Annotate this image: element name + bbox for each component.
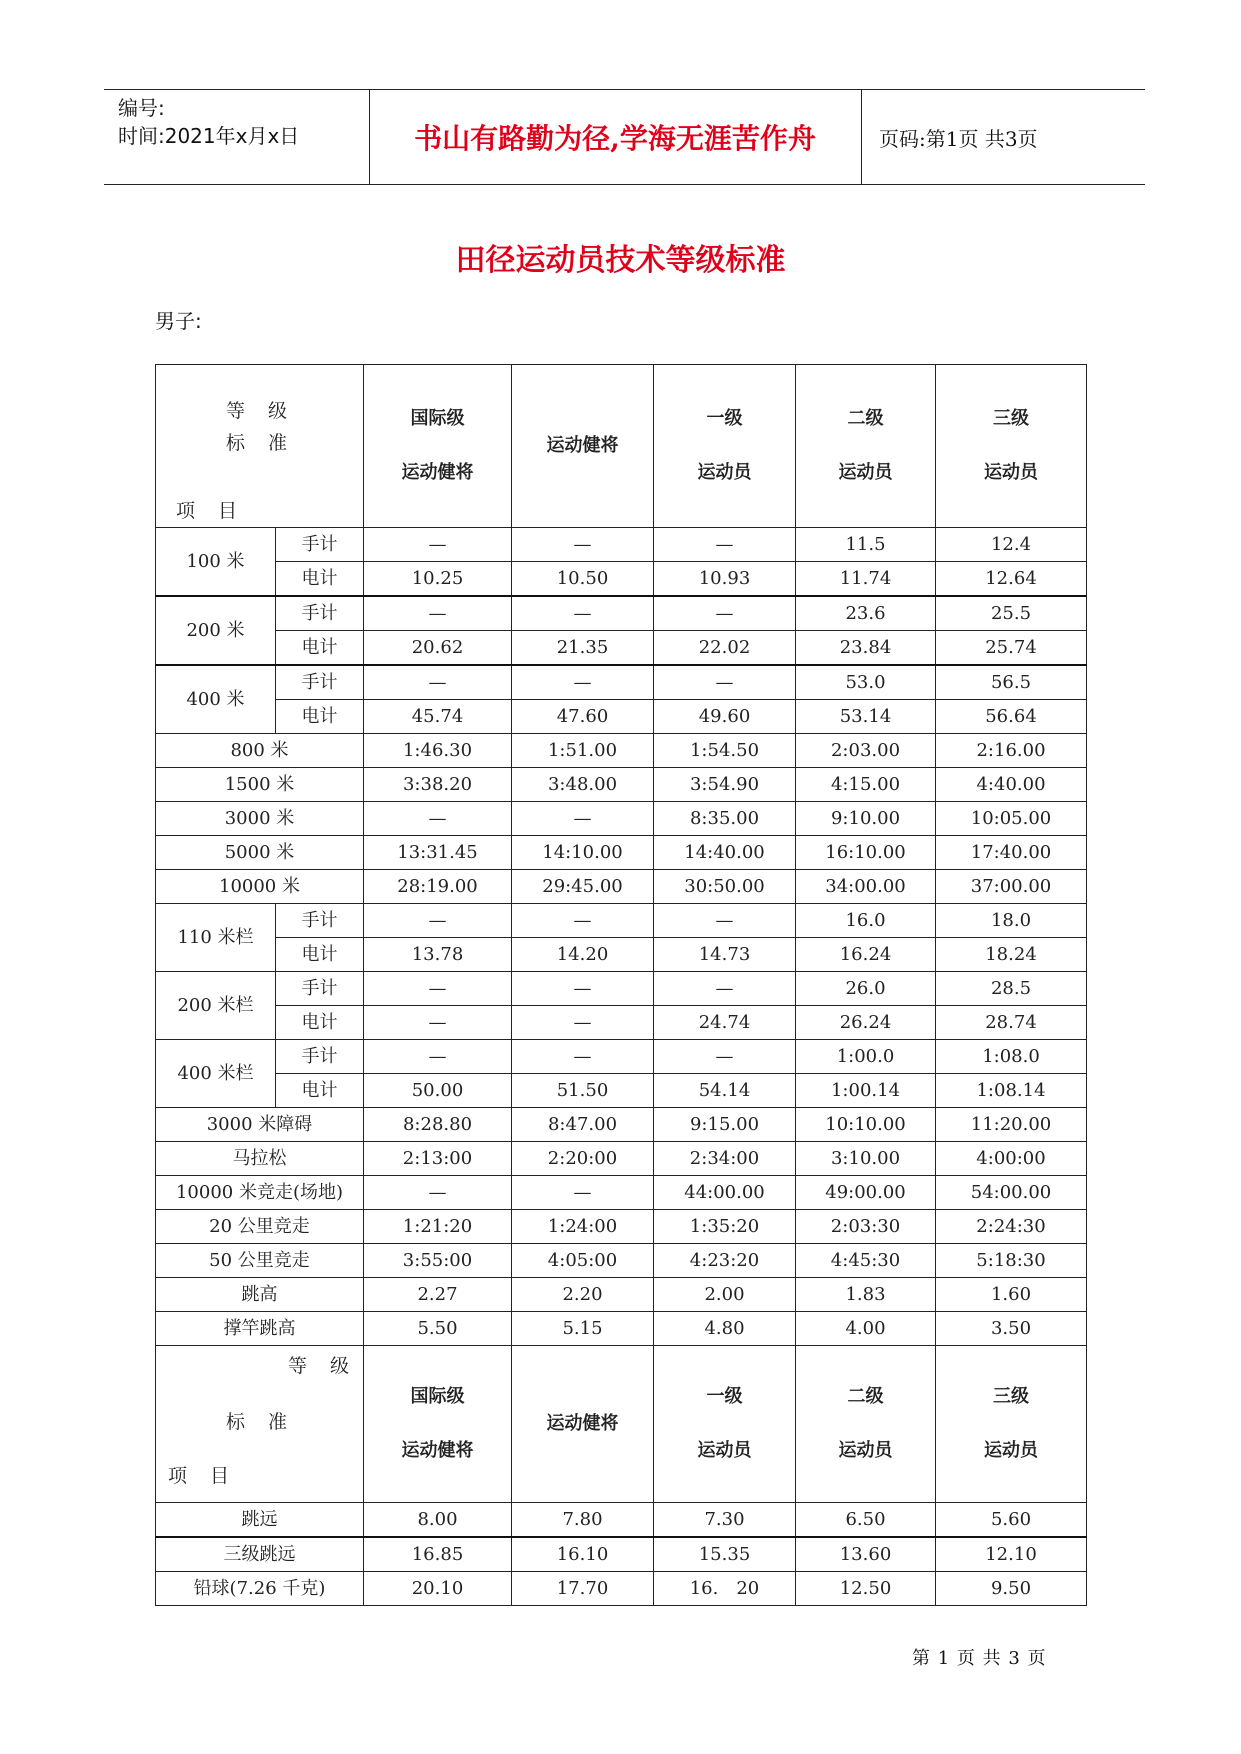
grade-header-line1: 一级 — [706, 1386, 743, 1407]
timing-method-cell: 手计 — [276, 972, 364, 1006]
event-name-cell: 400 米 — [156, 665, 276, 734]
standard-value-cell: 16:10.00 — [796, 836, 936, 870]
standard-value-cell: 20.10 — [364, 1572, 512, 1606]
grade-header-line1: 三级 — [993, 408, 1029, 429]
table-row — [156, 1312, 1087, 1346]
standard-value-cell: 53.0 — [796, 665, 936, 700]
grade-column-header — [654, 365, 796, 528]
standard-value-cell: 11:20.00 — [936, 1108, 1087, 1142]
section-label: 男子: — [155, 309, 202, 333]
standard-value-cell: 3:48.00 — [512, 768, 654, 802]
grade-header-line2: 运动员 — [838, 1440, 893, 1461]
grade-column-header — [936, 1346, 1087, 1503]
header-page-info: 页码:第1页 共3页 — [879, 126, 1038, 151]
standard-value-cell: 24.74 — [654, 1006, 796, 1040]
standard-value-cell: 8:47.00 — [512, 1108, 654, 1142]
grade-column-header — [512, 365, 654, 528]
event-name-cell: 马拉松 — [156, 1142, 364, 1176]
standard-value-cell: 14:10.00 — [512, 836, 654, 870]
event-name-cell: 200 米栏 — [156, 972, 276, 1040]
grade-header-line2: 运动员 — [697, 462, 752, 483]
grade-header-line1: 运动健将 — [546, 435, 619, 456]
event-name-cell: 10000 米竞走(场地) — [156, 1176, 364, 1210]
standard-value-cell: 10.93 — [654, 562, 796, 597]
standard-value-cell: — — [512, 528, 654, 562]
timing-method-cell: 手计 — [276, 1040, 364, 1074]
standard-value-cell: 7.80 — [512, 1503, 654, 1538]
standard-value-cell: 9.50 — [936, 1572, 1087, 1606]
standard-value-cell: 25.74 — [936, 631, 1087, 666]
table-row — [156, 1108, 1087, 1142]
standard-value-cell: — — [364, 802, 512, 836]
table-row — [156, 631, 1087, 666]
standard-value-cell: 1:00.0 — [796, 1040, 936, 1074]
standard-value-cell: 2:34:00 — [654, 1142, 796, 1176]
standard-value-cell: 10.50 — [512, 562, 654, 597]
table-row — [156, 1537, 1087, 1572]
timing-method-cell: 手计 — [276, 904, 364, 938]
corner-grade-label: 等 级 — [226, 400, 290, 422]
document-title: 田径运动员技术等级标准 — [455, 243, 786, 278]
standard-value-cell: 16.85 — [364, 1537, 512, 1572]
standard-value-cell: — — [654, 904, 796, 938]
standard-value-cell: 1:08.14 — [936, 1074, 1087, 1108]
standard-value-cell: 28.5 — [936, 972, 1087, 1006]
event-name-cell: 跳高 — [156, 1278, 364, 1312]
document-header — [104, 89, 1145, 185]
standard-value-cell: — — [512, 665, 654, 700]
standard-value-cell: 2:03:30 — [796, 1210, 936, 1244]
grade-header-line1: 国际级 — [410, 1386, 465, 1407]
event-name-cell: 1500 米 — [156, 768, 364, 802]
standard-value-cell: 22.02 — [654, 631, 796, 666]
standard-value-cell: — — [654, 972, 796, 1006]
standard-value-cell: 1:46.30 — [364, 734, 512, 768]
standard-value-cell: 18.0 — [936, 904, 1087, 938]
corner-item-label: 项 目 — [168, 1465, 232, 1487]
standard-value-cell: 7.30 — [654, 1503, 796, 1538]
standard-value-cell: 4.00 — [796, 1312, 936, 1346]
standard-value-cell: 5.50 — [364, 1312, 512, 1346]
standard-value-cell: 30:50.00 — [654, 870, 796, 904]
standard-value-cell: 2:24:30 — [936, 1210, 1087, 1244]
standard-value-cell: 13.78 — [364, 938, 512, 972]
event-name-cell: 50 公里竞走 — [156, 1244, 364, 1278]
standard-value-cell: 5.60 — [936, 1503, 1087, 1538]
timing-method-cell: 手计 — [276, 528, 364, 562]
standard-value-cell: 14.73 — [654, 938, 796, 972]
standard-value-cell: 54.14 — [654, 1074, 796, 1108]
standard-value-cell: — — [512, 1006, 654, 1040]
table-row — [156, 1074, 1087, 1108]
header-meta — [118, 94, 299, 150]
standard-value-cell: 26.24 — [796, 1006, 936, 1040]
grade-header-line1: 运动健将 — [546, 1413, 619, 1434]
standard-value-cell: 28:19.00 — [364, 870, 512, 904]
standard-value-cell: 49:00.00 — [796, 1176, 936, 1210]
standard-value-cell: 14.20 — [512, 938, 654, 972]
event-name-cell: 撑竿跳高 — [156, 1312, 364, 1346]
standard-value-cell: 4:40.00 — [936, 768, 1087, 802]
standard-value-cell: 34:00.00 — [796, 870, 936, 904]
timing-method-cell: 电计 — [276, 938, 364, 972]
standard-value-cell: 6.50 — [796, 1503, 936, 1538]
standard-value-cell: 2:13:00 — [364, 1142, 512, 1176]
standard-value-cell: 16.10 — [512, 1537, 654, 1572]
standard-value-cell: 4:15.00 — [796, 768, 936, 802]
standard-value-cell: 8.00 — [364, 1503, 512, 1538]
timing-method-cell: 电计 — [276, 631, 364, 666]
table-row — [156, 596, 1087, 631]
standard-value-cell: — — [512, 1040, 654, 1074]
standard-value-cell: 54:00.00 — [936, 1176, 1087, 1210]
standard-value-cell: — — [512, 972, 654, 1006]
standard-value-cell: — — [364, 972, 512, 1006]
standard-value-cell: 3.50 — [936, 1312, 1087, 1346]
grade-header-line2: 运动员 — [697, 1440, 752, 1461]
event-name-cell: 20 公里竞走 — [156, 1210, 364, 1244]
standard-value-cell: 17:40.00 — [936, 836, 1087, 870]
event-name-cell: 10000 米 — [156, 870, 364, 904]
grade-column-header — [654, 1346, 796, 1503]
standard-value-cell: 3:54.90 — [654, 768, 796, 802]
standard-value-cell: 1:51.00 — [512, 734, 654, 768]
standard-value-cell: 2.20 — [512, 1278, 654, 1312]
table-row — [156, 904, 1087, 938]
standard-value-cell: 4.80 — [654, 1312, 796, 1346]
standard-value-cell: 23.6 — [796, 596, 936, 631]
table-row — [156, 1572, 1087, 1606]
table-row — [156, 1142, 1087, 1176]
grade-column-header — [796, 1346, 936, 1503]
standard-value-cell: 4:23:20 — [654, 1244, 796, 1278]
standard-value-cell: 9:15.00 — [654, 1108, 796, 1142]
time-label: 时间:2021年x月x日 — [118, 124, 300, 148]
header-slogan: 书山有路勤为径,学海无涯苦作舟 — [414, 122, 816, 155]
table-row — [156, 768, 1087, 802]
standard-value-cell: — — [364, 904, 512, 938]
table-row — [156, 1040, 1087, 1074]
standard-value-cell: 25.5 — [936, 596, 1087, 631]
standard-value-cell: 23.84 — [796, 631, 936, 666]
standard-value-cell: 10.25 — [364, 562, 512, 597]
standard-value-cell: 4:45:30 — [796, 1244, 936, 1278]
grade-header-line2: 运动健将 — [401, 462, 474, 483]
table-row — [156, 1176, 1087, 1210]
standard-value-cell: 20.62 — [364, 631, 512, 666]
standard-value-cell: 2.00 — [654, 1278, 796, 1312]
standard-value-cell: 4:00:00 — [936, 1142, 1087, 1176]
event-name-cell: 5000 米 — [156, 836, 364, 870]
standard-value-cell: 10:05.00 — [936, 802, 1087, 836]
standard-value-cell: 11.5 — [796, 528, 936, 562]
table-header-row — [156, 1346, 1087, 1503]
standard-value-cell: — — [512, 596, 654, 631]
standard-value-cell: 18.24 — [936, 938, 1087, 972]
table-row — [156, 938, 1087, 972]
standard-value-cell: 9:10.00 — [796, 802, 936, 836]
standard-value-cell: 8:28.80 — [364, 1108, 512, 1142]
event-name-cell: 铅球(7.26 千克) — [156, 1572, 364, 1606]
header-divider — [861, 90, 862, 184]
table-row — [156, 562, 1087, 597]
standard-value-cell: — — [654, 1040, 796, 1074]
corner-standard-label: 标 准 — [226, 1411, 290, 1433]
table-row — [156, 1244, 1087, 1278]
table-row — [156, 870, 1087, 904]
standard-value-cell: 14:40.00 — [654, 836, 796, 870]
standard-value-cell: 51.50 — [512, 1074, 654, 1108]
event-name-cell: 3000 米 — [156, 802, 364, 836]
grade-header-line2: 运动员 — [984, 1440, 1038, 1461]
timing-method-cell: 手计 — [276, 596, 364, 631]
standard-value-cell: — — [512, 904, 654, 938]
standard-value-cell: 5.15 — [512, 1312, 654, 1346]
event-name-cell: 110 米栏 — [156, 904, 276, 972]
event-name-cell: 800 米 — [156, 734, 364, 768]
standard-value-cell: 3:38.20 — [364, 768, 512, 802]
standard-value-cell: 16.24 — [796, 938, 936, 972]
table-row — [156, 1006, 1087, 1040]
standard-value-cell: — — [364, 596, 512, 631]
table-row — [156, 802, 1087, 836]
grade-column-header — [936, 365, 1087, 528]
table-row — [156, 665, 1087, 700]
standard-value-cell: — — [364, 1040, 512, 1074]
serial-label: 编号: — [118, 96, 165, 120]
standard-value-cell: 37:00.00 — [936, 870, 1087, 904]
standard-value-cell: 28.74 — [936, 1006, 1087, 1040]
standard-value-cell: — — [364, 1006, 512, 1040]
standard-value-cell: 50.00 — [364, 1074, 512, 1108]
standard-value-cell: 3:10.00 — [796, 1142, 936, 1176]
event-name-cell: 200 米 — [156, 596, 276, 665]
standard-value-cell: 17.70 — [512, 1572, 654, 1606]
grade-column-header — [512, 1346, 654, 1503]
standard-value-cell: 2.27 — [364, 1278, 512, 1312]
standard-value-cell: — — [654, 528, 796, 562]
event-name-cell: 跳远 — [156, 1503, 364, 1538]
standard-value-cell: 2:03.00 — [796, 734, 936, 768]
standard-value-cell: 8:35.00 — [654, 802, 796, 836]
standard-value-cell: 11.74 — [796, 562, 936, 597]
standard-value-cell: — — [364, 665, 512, 700]
event-name-cell: 3000 米障碍 — [156, 1108, 364, 1142]
table-row — [156, 700, 1087, 734]
standard-value-cell: — — [364, 1176, 512, 1210]
standard-value-cell: 13.60 — [796, 1537, 936, 1572]
standard-value-cell: 1.60 — [936, 1278, 1087, 1312]
event-name-cell: 100 米 — [156, 528, 276, 597]
standard-value-cell: 15.35 — [654, 1537, 796, 1572]
standard-value-cell: 47.60 — [512, 700, 654, 734]
timing-method-cell: 电计 — [276, 700, 364, 734]
standard-value-cell: 1:24:00 — [512, 1210, 654, 1244]
standard-value-cell: 1:54.50 — [654, 734, 796, 768]
standard-value-cell: 2:20:00 — [512, 1142, 654, 1176]
table-row — [156, 1210, 1087, 1244]
corner-standard-label: 标 准 — [226, 432, 290, 454]
standards-table — [155, 364, 1087, 1606]
event-name-cell: 三级跳远 — [156, 1537, 364, 1572]
grade-column-header — [364, 365, 512, 528]
standard-value-cell: — — [364, 528, 512, 562]
standard-value-cell: 5:18:30 — [936, 1244, 1087, 1278]
grade-column-header — [364, 1346, 512, 1503]
standard-value-cell: 12.64 — [936, 562, 1087, 597]
standard-value-cell: 12.50 — [796, 1572, 936, 1606]
event-name-cell: 400 米栏 — [156, 1040, 276, 1108]
standard-value-cell: 1:00.14 — [796, 1074, 936, 1108]
grade-header-line1: 二级 — [847, 408, 884, 429]
corner-item-label: 项 目 — [176, 500, 240, 522]
standard-value-cell: 2:16.00 — [936, 734, 1087, 768]
grade-header-line1: 一级 — [706, 408, 743, 429]
grade-header-line2: 运动员 — [838, 462, 893, 483]
table-row — [156, 1278, 1087, 1312]
grade-header-line1: 国际级 — [410, 408, 465, 429]
standard-value-cell: — — [512, 802, 654, 836]
standard-value-cell: 1.83 — [796, 1278, 936, 1312]
standard-value-cell: 4:05:00 — [512, 1244, 654, 1278]
standard-value-cell: 10:10.00 — [796, 1108, 936, 1142]
timing-method-cell: 手计 — [276, 665, 364, 700]
table-row — [156, 1503, 1087, 1538]
standard-value-cell: 16. 20 — [654, 1572, 796, 1606]
table-row — [156, 528, 1087, 562]
table-row — [156, 836, 1087, 870]
standard-value-cell: 29:45.00 — [512, 870, 654, 904]
standard-value-cell: — — [512, 1176, 654, 1210]
table-header-row — [156, 365, 1087, 528]
standard-value-cell: — — [654, 665, 796, 700]
page-footer: 第 1 页 共 3 页 — [912, 1648, 1047, 1669]
timing-method-cell: 电计 — [276, 1006, 364, 1040]
standard-value-cell: 21.35 — [512, 631, 654, 666]
standard-value-cell: 1:21:20 — [364, 1210, 512, 1244]
timing-method-cell: 电计 — [276, 1074, 364, 1108]
standard-value-cell: 56.64 — [936, 700, 1087, 734]
corner-grade-label: 等 级 — [288, 1355, 352, 1377]
standard-value-cell: 1:08.0 — [936, 1040, 1087, 1074]
standard-value-cell: 12.4 — [936, 528, 1087, 562]
header-corner-cell — [156, 365, 364, 528]
table-row — [156, 734, 1087, 768]
standard-value-cell: 26.0 — [796, 972, 936, 1006]
standard-value-cell: 53.14 — [796, 700, 936, 734]
grade-header-line1: 三级 — [993, 1386, 1029, 1407]
grade-header-line2: 运动健将 — [401, 1440, 474, 1461]
grade-header-line2: 运动员 — [984, 462, 1038, 483]
grade-header-line1: 二级 — [847, 1386, 884, 1407]
standard-value-cell: 44:00.00 — [654, 1176, 796, 1210]
standard-value-cell: — — [654, 596, 796, 631]
standard-value-cell: 16.0 — [796, 904, 936, 938]
table-row — [156, 972, 1087, 1006]
standard-value-cell: 13:31.45 — [364, 836, 512, 870]
standard-value-cell: 49.60 — [654, 700, 796, 734]
standard-value-cell: 1:35:20 — [654, 1210, 796, 1244]
timing-method-cell: 电计 — [276, 562, 364, 597]
standard-value-cell: 45.74 — [364, 700, 512, 734]
grade-column-header — [796, 365, 936, 528]
standard-value-cell: 12.10 — [936, 1537, 1087, 1572]
header-corner-cell — [156, 1346, 364, 1503]
standard-value-cell: 56.5 — [936, 665, 1087, 700]
standard-value-cell: 3:55:00 — [364, 1244, 512, 1278]
